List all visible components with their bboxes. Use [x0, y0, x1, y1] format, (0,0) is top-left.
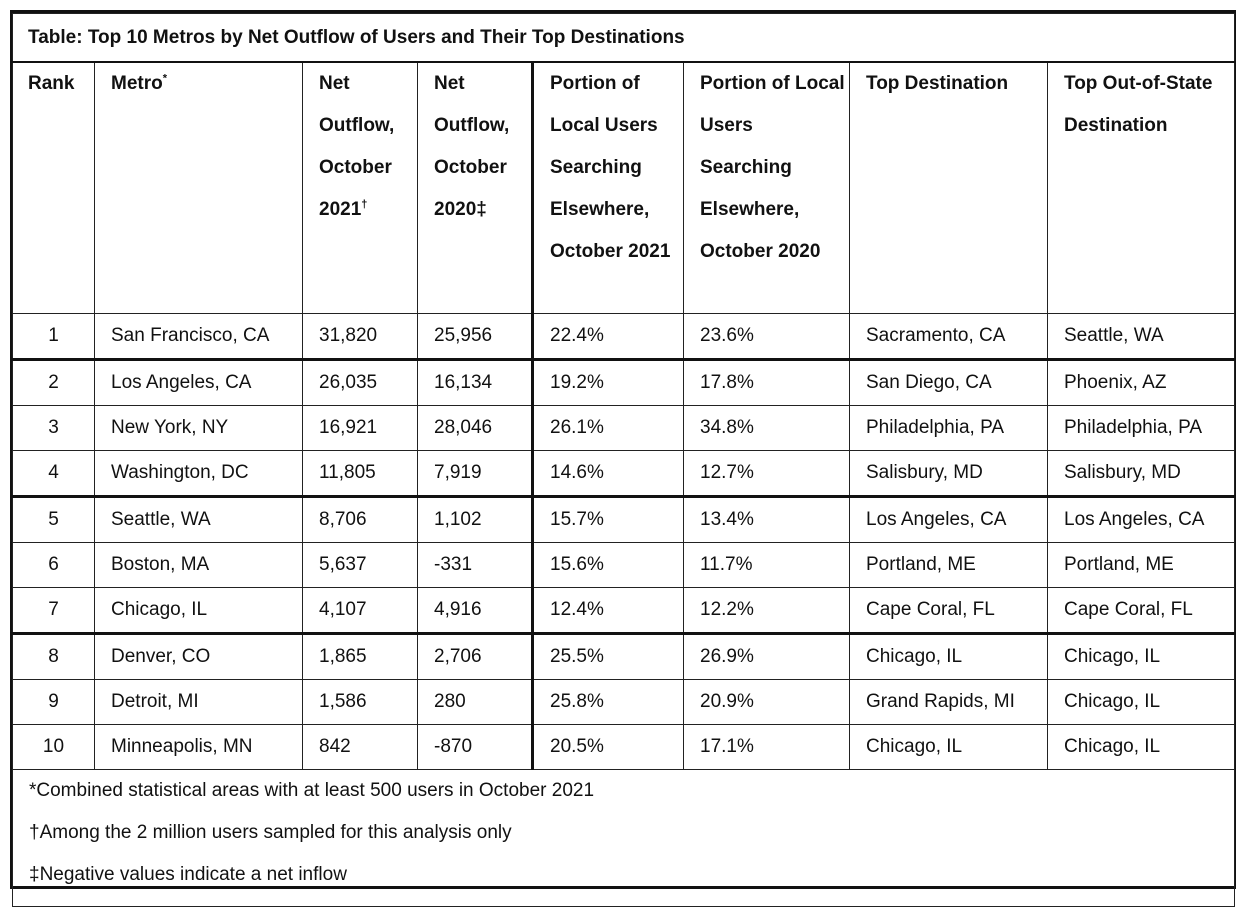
header-portion-2020: Portion of Local Users Searching Elsewhere, October 2020	[684, 62, 850, 314]
cell-metro: Washington, DC	[95, 451, 303, 497]
cell-top-out-of-state: Phoenix, AZ	[1048, 360, 1235, 406]
cell-metro: Denver, CO	[95, 634, 303, 680]
cell-top-out-of-state: Cape Coral, FL	[1048, 588, 1235, 634]
cell-top-destination: Salisbury, MD	[850, 451, 1048, 497]
table-row	[13, 451, 1235, 497]
cell-net-outflow-2021: 11,805	[303, 451, 418, 497]
cell-net-outflow-2021: 5,637	[303, 543, 418, 588]
footnote-metro: *Combined statistical areas with at least 500 users in October 2021	[29, 780, 595, 801]
cell-metro: Detroit, MI	[95, 680, 303, 725]
cell-top-out-of-state: Chicago, IL	[1048, 725, 1235, 770]
cell-rank: 5	[13, 497, 95, 543]
cell-portion-2021: 22.4%	[533, 314, 684, 360]
cell-metro: Chicago, IL	[95, 588, 303, 634]
cell-portion-2020: 12.7%	[684, 451, 850, 497]
cell-net-outflow-2021: 4,107	[303, 588, 418, 634]
cell-top-destination: Los Angeles, CA	[850, 497, 1048, 543]
cell-top-destination: San Diego, CA	[850, 360, 1048, 406]
cell-metro: Boston, MA	[95, 543, 303, 588]
cell-top-destination: Grand Rapids, MI	[850, 680, 1048, 725]
cell-top-destination: Chicago, IL	[850, 725, 1048, 770]
cell-metro: Minneapolis, MN	[95, 725, 303, 770]
cell-net-outflow-2021: 26,035	[303, 360, 418, 406]
cell-net-outflow-2020: -870	[418, 725, 533, 770]
cell-portion-2020: 20.9%	[684, 680, 850, 725]
cell-portion-2021: 25.5%	[533, 634, 684, 680]
cell-net-outflow-2021: 8,706	[303, 497, 418, 543]
cell-top-out-of-state: Chicago, IL	[1048, 634, 1235, 680]
cell-net-outflow-2021: 842	[303, 725, 418, 770]
cell-top-destination: Cape Coral, FL	[850, 588, 1048, 634]
cell-portion-2021: 15.7%	[533, 497, 684, 543]
cell-net-outflow-2021: 16,921	[303, 406, 418, 451]
cell-metro: San Francisco, CA	[95, 314, 303, 360]
header-net-outflow-2021-mark: †	[361, 198, 368, 211]
metro-outflow-table	[12, 13, 1235, 907]
cell-portion-2020: 17.1%	[684, 725, 850, 770]
cell-net-outflow-2020: 7,919	[418, 451, 533, 497]
table-row	[13, 406, 1235, 451]
cell-net-outflow-2020: 16,134	[418, 360, 533, 406]
table-row	[13, 588, 1235, 634]
table-row	[13, 634, 1235, 680]
header-top-destination: Top Destination	[850, 62, 1048, 314]
cell-rank: 3	[13, 406, 95, 451]
header-net-outflow-2020: Net Outflow, October 2020‡	[418, 62, 533, 314]
cell-top-out-of-state: Chicago, IL	[1048, 680, 1235, 725]
cell-net-outflow-2020: 28,046	[418, 406, 533, 451]
cell-portion-2021: 14.6%	[533, 451, 684, 497]
header-metro-label: Metro	[111, 73, 163, 94]
cell-rank: 7	[13, 588, 95, 634]
cell-net-outflow-2020: -331	[418, 543, 533, 588]
cell-rank: 10	[13, 725, 95, 770]
cell-rank: 4	[13, 451, 95, 497]
cell-net-outflow-2020: 2,706	[418, 634, 533, 680]
cell-top-destination: Sacramento, CA	[850, 314, 1048, 360]
footnotes	[13, 770, 1234, 906]
cell-top-out-of-state: Los Angeles, CA	[1048, 497, 1235, 543]
cell-portion-2020: 12.2%	[684, 588, 850, 634]
cell-portion-2020: 17.8%	[684, 360, 850, 406]
cell-rank: 6	[13, 543, 95, 588]
cell-net-outflow-2021: 31,820	[303, 314, 418, 360]
header-net-outflow-2021-label: Net Outflow, October 2021	[319, 73, 395, 220]
cell-top-out-of-state: Seattle, WA	[1048, 314, 1235, 360]
header-portion-2021: Portion of Local Users Searching Elsewhere, October 2021	[533, 62, 684, 314]
cell-portion-2021: 19.2%	[533, 360, 684, 406]
table-row	[13, 497, 1235, 543]
header-top-out-of-state: Top Out-of-State Destination	[1048, 62, 1235, 314]
cell-net-outflow-2020: 25,956	[418, 314, 533, 360]
cell-portion-2021: 15.6%	[533, 543, 684, 588]
cell-top-out-of-state: Portland, ME	[1048, 543, 1235, 588]
cell-rank: 9	[13, 680, 95, 725]
cell-metro: Seattle, WA	[95, 497, 303, 543]
cell-portion-2020: 13.4%	[684, 497, 850, 543]
cell-top-destination: Philadelphia, PA	[850, 406, 1048, 451]
cell-net-outflow-2021: 1,865	[303, 634, 418, 680]
cell-portion-2020: 23.6%	[684, 314, 850, 360]
cell-portion-2020: 11.7%	[684, 543, 850, 588]
cell-rank: 8	[13, 634, 95, 680]
cell-portion-2021: 12.4%	[533, 588, 684, 634]
cell-top-out-of-state: Salisbury, MD	[1048, 451, 1235, 497]
cell-net-outflow-2020: 4,916	[418, 588, 533, 634]
header-metro	[95, 62, 303, 314]
cell-top-out-of-state: Philadelphia, PA	[1048, 406, 1235, 451]
cell-net-outflow-2020: 1,102	[418, 497, 533, 543]
cell-portion-2021: 25.8%	[533, 680, 684, 725]
table-row	[13, 680, 1235, 725]
footnote-negative: ‡Negative values indicate a net inflow	[29, 864, 347, 885]
cell-net-outflow-2020: 280	[418, 680, 533, 725]
cell-portion-2020: 34.8%	[684, 406, 850, 451]
cell-top-destination: Chicago, IL	[850, 634, 1048, 680]
cell-portion-2021: 20.5%	[533, 725, 684, 770]
footnote-sample: †Among the 2 million users sampled for this analysis only	[29, 822, 512, 843]
table-frame	[10, 10, 1236, 889]
header-row	[13, 62, 1235, 314]
cell-rank: 1	[13, 314, 95, 360]
cell-portion-2021: 26.1%	[533, 406, 684, 451]
cell-net-outflow-2021: 1,586	[303, 680, 418, 725]
cell-portion-2020: 26.9%	[684, 634, 850, 680]
table-row	[13, 725, 1235, 770]
table-title: Table: Top 10 Metros by Net Outflow of Users and Their Top Destinations	[13, 14, 1235, 63]
footnotes-cell	[13, 770, 1235, 907]
table-row	[13, 314, 1235, 360]
header-net-outflow-2021	[303, 62, 418, 314]
header-metro-mark: *	[162, 72, 168, 85]
cell-rank: 2	[13, 360, 95, 406]
header-rank: Rank	[13, 62, 95, 314]
cell-top-destination: Portland, ME	[850, 543, 1048, 588]
cell-metro: New York, NY	[95, 406, 303, 451]
table-row	[13, 360, 1235, 406]
cell-metro: Los Angeles, CA	[95, 360, 303, 406]
table-row	[13, 543, 1235, 588]
